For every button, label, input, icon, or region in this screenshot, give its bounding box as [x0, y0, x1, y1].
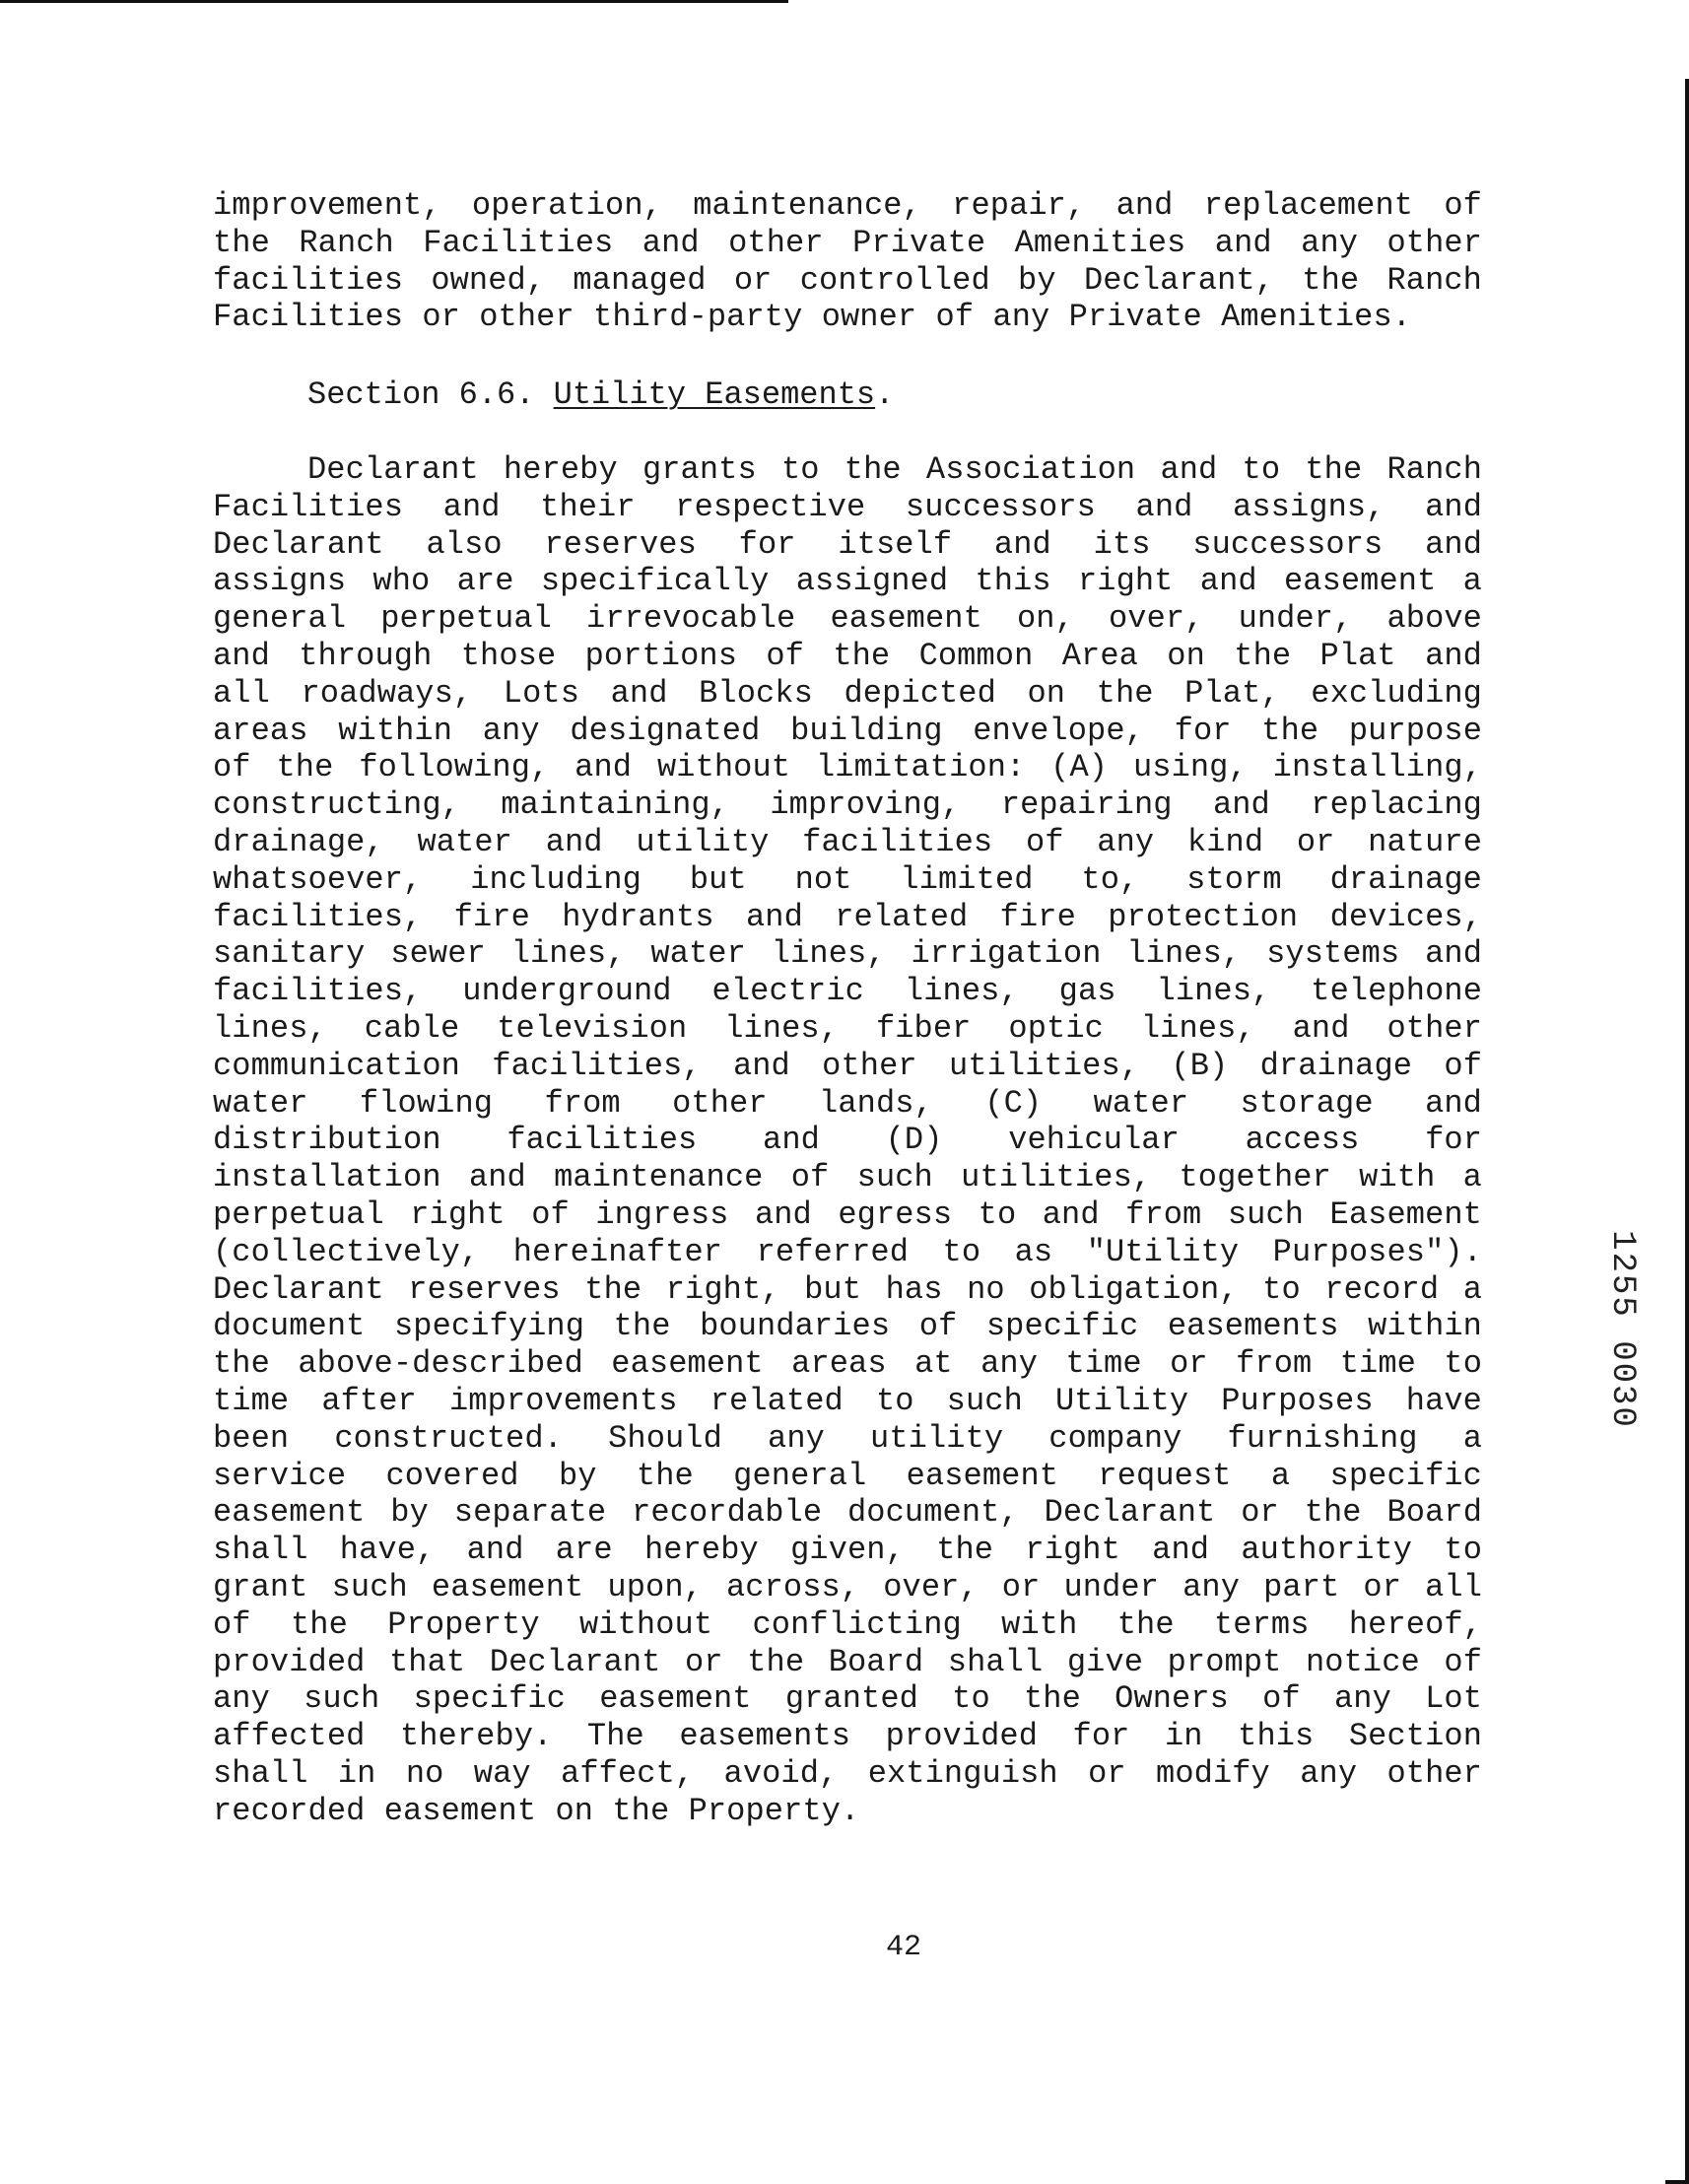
text-line: document specifying the boundaries of specific easements within — [213, 1308, 1482, 1345]
section-title: Utility Easements — [553, 376, 876, 413]
margin-record-stamp — [1602, 1196, 1642, 1463]
text-line: and through those portions of the Common Area on the Plat and — [213, 637, 1482, 674]
text-line: Declarant reserves the right, but has no obligation, to record a — [213, 1270, 1482, 1308]
text-line: all roadways, Lots and Blocks depicted on the Plat, excluding — [213, 674, 1482, 712]
scan-edge-bottom — [1665, 2180, 1689, 2184]
text-line: improvement, operation, maintenance, repair, and replacement of — [213, 187, 1482, 224]
text-line: the above-described easement areas at any time or from time to — [213, 1345, 1482, 1383]
text-line: lines, cable television lines, fiber optic lines, and other — [213, 1009, 1482, 1047]
text-line: Declarant hereby grants to the Association and to the Ranch — [307, 451, 1482, 488]
text-line: the Ranch Facilities and other Private Amenities and any other — [213, 224, 1482, 261]
text-line: time after improvements related to such Utility Purposes have — [213, 1382, 1482, 1419]
text-line: constructing, maintaining, improving, repairing and replacing — [213, 786, 1482, 824]
text-line: sanitary sewer lines, water lines, irrigation lines, systems and — [213, 935, 1482, 973]
text-line: of the Property without conflicting with the terms hereof, — [213, 1605, 1482, 1643]
text-line: Facilities and their respective successors and assigns, and — [213, 488, 1482, 525]
text-line: been constructed. Should any utility company furnishing a — [213, 1419, 1482, 1457]
text-line: of the following, and without limitation: (A) using, installing, — [213, 749, 1482, 786]
text-line: Declarant also reserves for itself and its successors and — [213, 525, 1482, 563]
text-line: Facilities or other third-party owner of any Private Amenities. — [213, 299, 1412, 336]
section-number: Section 6.6. — [307, 376, 535, 413]
text-line: (collectively, hereinafter referred to as "Utility Purposes"). — [213, 1233, 1482, 1270]
text-line: perpetual right of ingress and egress to and from such Easement — [213, 1195, 1482, 1233]
text-line: facilities owned, managed or controlled by Declarant, the Ranch — [213, 261, 1482, 299]
text-line: assigns who are specifically assigned this right and easement a — [213, 563, 1482, 600]
text-line: grant such easement upon, across, over, or under any part or all — [213, 1568, 1482, 1605]
text-line: provided that Declarant or the Board shall give prompt notice of — [213, 1643, 1482, 1680]
text-line: areas within any designated building envelope, for the purpose — [213, 712, 1482, 749]
text-line: shall in no way affect, avoid, extinguish or modify any other — [213, 1754, 1482, 1792]
page-number: 42 — [885, 1931, 921, 1964]
scan-edge-right — [1685, 79, 1689, 2184]
text-line: communication facilities, and other utilities, (B) drainage of — [213, 1047, 1482, 1084]
text-line: service covered by the general easement request a specific — [213, 1457, 1482, 1494]
text-line: general perpetual irrevocable easement on, over, under, above — [213, 600, 1482, 638]
text-line: drainage, water and utility facilities of any kind or nature — [213, 823, 1482, 860]
text-line: facilities, underground electric lines, gas lines, telephone — [213, 973, 1482, 1010]
text-line: water flowing from other lands, (C) water storage and — [213, 1084, 1482, 1122]
text-line: facilities, fire hydrants and related fire protection devices, — [213, 898, 1482, 935]
text-line: whatsoever, including but not limited to, storm drainage — [213, 860, 1482, 898]
margin-record-stamp-text: 1255 0030 — [1603, 1230, 1642, 1429]
section-title-period: . — [875, 376, 895, 413]
section-heading — [307, 376, 894, 414]
text-line: any such specific easement granted to the Owners of any Lot — [213, 1680, 1482, 1718]
text-line: shall have, and are hereby given, the right and authority to — [213, 1532, 1482, 1569]
scan-edge-top — [0, 0, 788, 3]
text-line: installation and maintenance of such utilities, together with a — [213, 1159, 1482, 1196]
text-line: recorded easement on the Property. — [213, 1792, 860, 1829]
paragraph-continuation — [213, 187, 1482, 336]
text-line: easement by separate recordable document, Declarant or the Board — [213, 1494, 1482, 1532]
paragraph-utility-easements — [213, 451, 1482, 1829]
text-line: distribution facilities and (D) vehicular access for — [213, 1122, 1482, 1159]
text-line: affected thereby. The easements provided for in this Section — [213, 1718, 1482, 1755]
